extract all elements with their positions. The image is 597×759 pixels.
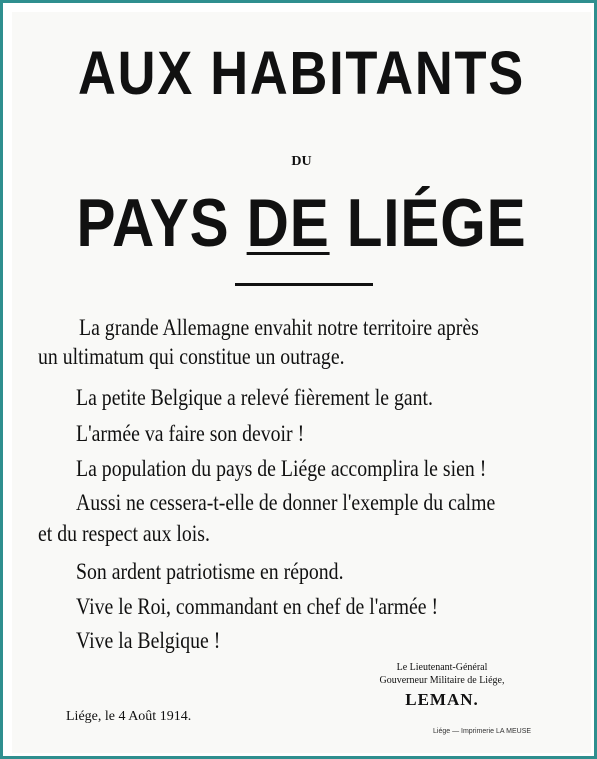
body-line-7: et du respect aux lois. bbox=[38, 521, 210, 546]
body-line-10: Vive la Belgique ! bbox=[76, 628, 221, 653]
headline-de-underlined: DE bbox=[246, 185, 330, 261]
headline-liege: LIÉGE bbox=[329, 185, 527, 261]
body-line-3: La petite Belgique a relevé fièrement le gant. bbox=[76, 385, 433, 410]
headline-pays: PAYS bbox=[76, 185, 247, 261]
proclamation-poster bbox=[12, 12, 591, 753]
date-line: Liége, le 4 Août 1914. bbox=[66, 709, 192, 724]
body-line-4: L'armée va faire son devoir ! bbox=[76, 421, 305, 446]
body-line-6: Aussi ne cessera-t-elle de donner l'exemple du calme bbox=[76, 490, 496, 515]
body-line-8: Son ardent patriotisme en répond. bbox=[76, 559, 344, 584]
signature-role: Gouverneur Militaire de Liége, bbox=[379, 675, 505, 686]
signature-rank: Le Lieutenant-Général bbox=[396, 662, 488, 673]
headline-pays-de-liege bbox=[53, 184, 551, 262]
headline-aux-habitants: AUX HABITANTS bbox=[78, 39, 525, 107]
body-line-1: La grande Allemagne envahit notre territoire après bbox=[79, 315, 479, 340]
body-line-2: un ultimatum qui constitue un outrage. bbox=[38, 344, 345, 369]
body-line-9: Vive le Roi, commandant en chef de l'armée ! bbox=[76, 594, 439, 619]
signature-name: LEMAN. bbox=[405, 690, 479, 709]
divider-rule bbox=[235, 283, 373, 286]
body-line-5: La population du pays de Liége accomplira le sien ! bbox=[76, 456, 487, 481]
printer-credit: Liége — Imprimerie LA MEUSE bbox=[433, 728, 532, 735]
headline-du: DU bbox=[291, 154, 312, 169]
